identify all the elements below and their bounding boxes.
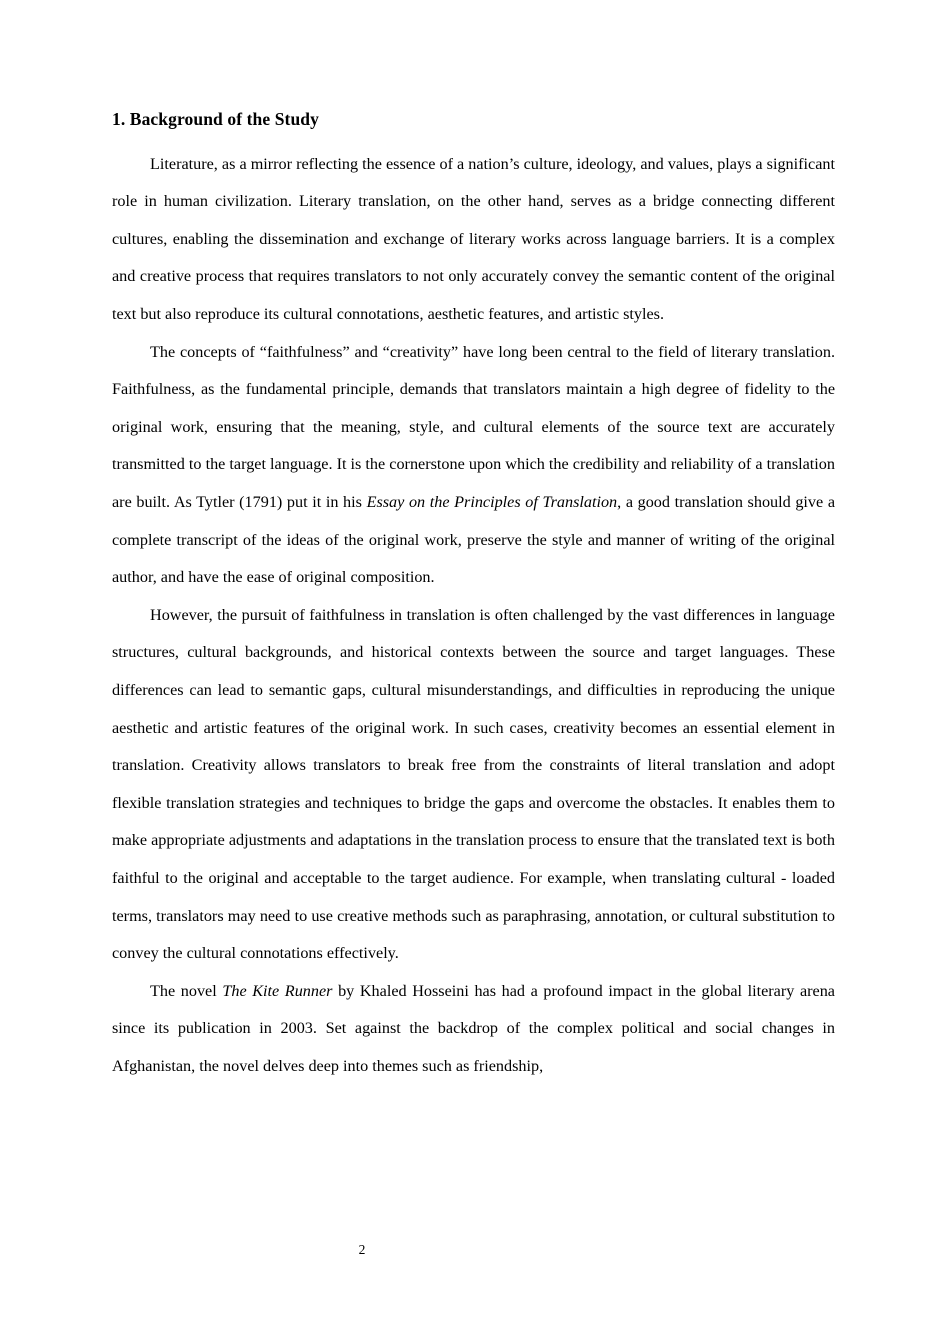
paragraph [112,146,835,334]
text-run: , a good translation should give a complete transcript of the ideas of the original work, preserve the style and manner of writing of the original author, and have the ease of original composition. [112,492,835,587]
text-run: However, the pursuit of faithfulness in translation is often challenged by the vast differences in language structures, cultural backgrounds, and historical contexts between the source and target languages. These differences can lead to semantic gaps, cultural misunderstandings, and difficulties in reproducing the unique aesthetic and artistic features of the original work. In such cases, creativity becomes an essential element in translation. Creativity allows translators to break free from the constraints of literal translation and adopt flexible translation strategies and techniques to bridge the gaps and overcome the obstacles. It enables them to make appropriate adjustments and adaptations in the translation process to ensure that the translated text is both faithful to the original and acceptable to the target audience. For example, when translating cultural - loaded terms, translators may need to use creative methods such as paraphrasing, annotation, or cultural substitution to convey the cultural connotations effectively. [112,605,835,963]
paragraph [112,334,835,597]
text-run: The concepts of “faithfulness” and “creativity” have long been central to the field of literary translation. Faithfulness, as the fundamental principle, demands that translators maintain a high degree of fidelity to the original work, ensuring that the meaning, style, and cultural elements of the source text are accurately transmitted to the target language. It is the cornerstone upon which the credibility and reliability of a translation are built. As Tytler (1791) put it in his [112,342,835,511]
paragraph [112,597,835,973]
paragraph [112,973,835,1086]
page-title: 1. Background of the Study [112,109,319,129]
italic-title: The Kite Runner [222,981,333,1000]
text-run: Literature, as a mirror reflecting the essence of a nation’s culture, ideology, and values, plays a significant role in human civilization. Literary translation, on the other hand, serves as a bridge connecting different cultures, enabling the dissemination and exchange of literary works across language barriers. It is a complex and creative process that requires translators to not only accurately convey the semantic content of the original text but also reproduce its cultural connotations, aesthetic features, and artistic styles. [112,154,835,323]
italic-title: Essay on the Principles of Translation [366,492,618,511]
page-text-column [112,108,835,1085]
page-number: 2 [358,1242,366,1257]
text-run: The novel [150,981,223,1000]
body-paragraphs [112,146,835,1086]
text-run: by Khaled Hosseini has had a profound impact in the global literary arena since its publication in 2003. Set against the backdrop of the complex political and social changes in Afghanistan, the novel delves deep into themes such as friendship, [112,981,835,1075]
